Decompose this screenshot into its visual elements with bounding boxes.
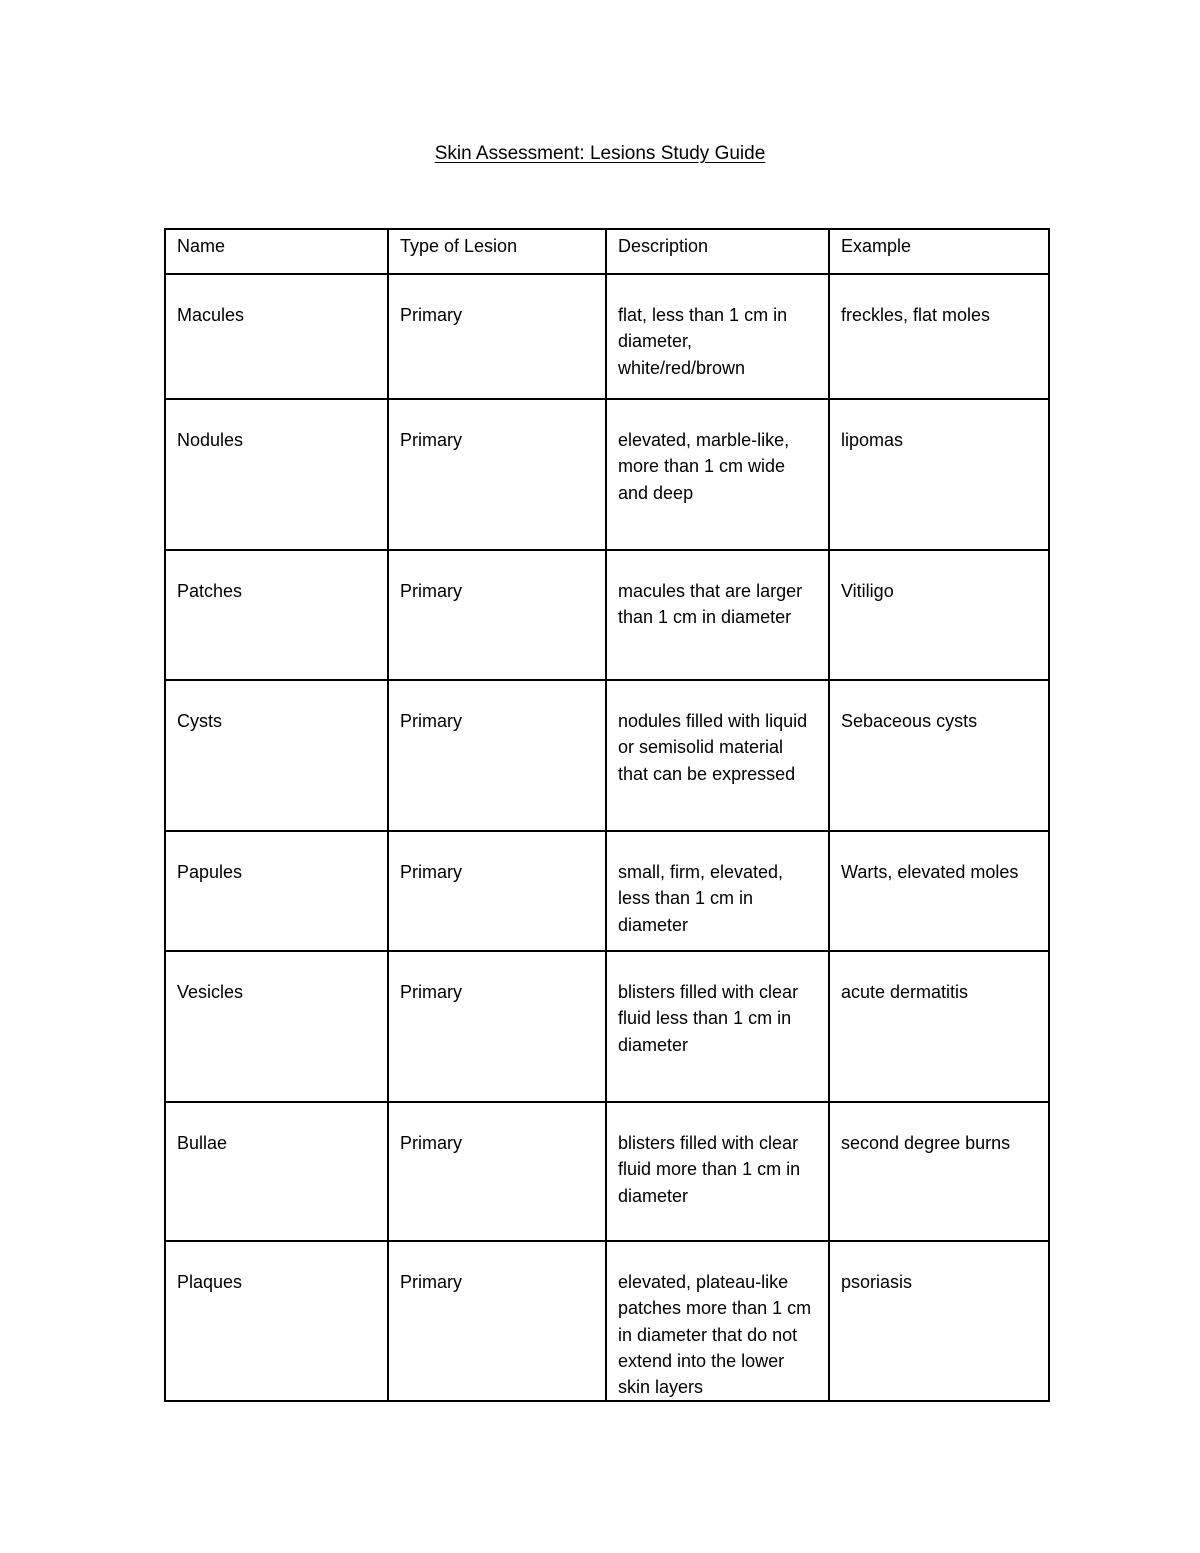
cell-type: Primary (388, 951, 606, 1102)
cell-description: elevated, plateau-like patches more than 1 cm in diameter that do not extend into the lower skin layers (606, 1241, 829, 1401)
document-title: Skin Assessment: Lesions Study Guide (434, 143, 766, 164)
cell-example: acute dermatitis (829, 951, 1049, 1102)
cell-example: lipomas (829, 399, 1049, 550)
cell-name: Cysts (165, 680, 388, 831)
table-row (165, 680, 1049, 831)
table-row (165, 1241, 1049, 1401)
cell-description: flat, less than 1 cm in diameter, white/red/brown (606, 274, 829, 399)
cell-description: small, firm, elevated, less than 1 cm in diameter (606, 831, 829, 951)
cell-example: Vitiligo (829, 550, 1049, 680)
cell-description: nodules filled with liquid or semisolid material that can be expressed (606, 680, 829, 831)
table-row (165, 274, 1049, 399)
cell-type: Primary (388, 274, 606, 399)
cell-type: Primary (388, 550, 606, 680)
cell-description: blisters filled with clear fluid more than 1 cm in diameter (606, 1102, 829, 1241)
cell-example: freckles, flat moles (829, 274, 1049, 399)
header-description: Description (606, 229, 829, 274)
cell-type: Primary (388, 1241, 606, 1401)
header-name: Name (165, 229, 388, 274)
table-row (165, 399, 1049, 550)
table-row (165, 831, 1049, 951)
cell-description: macules that are larger than 1 cm in diameter (606, 550, 829, 680)
cell-type: Primary (388, 831, 606, 951)
cell-example: Warts, elevated moles (829, 831, 1049, 951)
cell-name: Papules (165, 831, 388, 951)
cell-example: Sebaceous cysts (829, 680, 1049, 831)
cell-type: Primary (388, 680, 606, 831)
header-type: Type of Lesion (388, 229, 606, 274)
table-row (165, 550, 1049, 680)
header-example: Example (829, 229, 1049, 274)
cell-example: psoriasis (829, 1241, 1049, 1401)
cell-example: second degree burns (829, 1102, 1049, 1241)
cell-name: Plaques (165, 1241, 388, 1401)
cell-name: Macules (165, 274, 388, 399)
table-header-row (165, 229, 1049, 274)
table-row (165, 951, 1049, 1102)
cell-name: Vesicles (165, 951, 388, 1102)
cell-description: blisters filled with clear fluid less than 1 cm in diameter (606, 951, 829, 1102)
cell-description: elevated, marble-like, more than 1 cm wide and deep (606, 399, 829, 550)
cell-name: Patches (165, 550, 388, 680)
table-row (165, 1102, 1049, 1241)
cell-type: Primary (388, 399, 606, 550)
cell-type: Primary (388, 1102, 606, 1241)
lesions-table (164, 228, 1050, 1402)
cell-name: Bullae (165, 1102, 388, 1241)
cell-name: Nodules (165, 399, 388, 550)
